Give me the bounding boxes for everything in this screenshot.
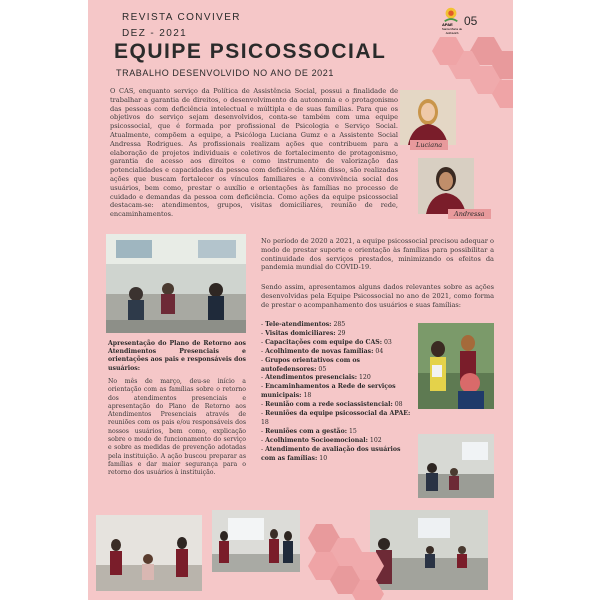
issue-date: DEZ - 2021	[122, 28, 188, 39]
stat-item: - Atendimentos presenciais: 120	[261, 374, 371, 382]
pandemic-paragraph: No período de 2020 a 2021, a equipe psicossocial precisou adequar o modo de prestar suporte e orientação às famílias para possibilitar a continuidade dos serviços prestados, minimizando os efeitos da pandemia mundial do COVID-19.	[261, 237, 494, 272]
page-number: 05	[464, 14, 478, 28]
stat-item: - Grupos orientativos com os autofedensores: 05	[261, 356, 361, 373]
photo-staff-presentation	[212, 510, 300, 572]
caption-andressa: Andressa	[448, 209, 491, 219]
photo-meeting-classroom	[106, 234, 246, 333]
stat-item: - Atendimento de avaliação dos usuários com as famílias: 10	[261, 445, 401, 462]
photo-presentation-room	[418, 434, 494, 498]
stat-item: - Reuniões com a gestão: 15	[261, 427, 357, 435]
photo-andressa	[418, 158, 474, 214]
magazine-name: REVISTA CONVIVER	[122, 12, 241, 23]
intro-paragraph: O CAS, enquanto serviço da Política de Assistência Social, possui a finalidade de trabalhar a garantia de direitos, o desenvolvimento da autonomia e o protagonismo das pessoas com deficiência intelectual e múltipla e de suas famílias. Para que os objetivos do serviço sejam desenvolvidos, conta-se também com uma equipe psicossocial, que é formada por profissional de Psicologia e Serviço Social. Atualmente, compõem a equipe, a Psicóloga Luciana Gumz e a Assistente Social Andressa Rodrigues. As profissionais realizam ações que contribuem para a elaboração de projetos individuais e coletivos de fortalecimento de protagonismo, garantia de acesso aos direitos e como instrumento de valorização das potencialidades e capacidades da pessoa com deficiência. Além disso, são realizadas ações que buscam fortalecer os vínculos familiares e a convivência social dos usuários, bem como, prestar o auxílio e orientações às famílias no processo de cuidado e demandas da pessoa com deficiência. Como ações da equipe psicossocial destacam-se: atendimentos, grupos, visitas domiciliares, reunião de rede, encaminhamentos.	[110, 87, 398, 219]
caption-luciana: Luciana	[410, 140, 448, 150]
stat-item: - Visitas domiciliares: 29	[261, 329, 346, 337]
magazine-page	[88, 0, 513, 600]
photo-outdoor-staff	[418, 323, 494, 409]
stat-item: - Acolhimento de novas famílias: 04	[261, 347, 384, 355]
data-intro-paragraph: Sendo assim, apresentamos alguns dados relevantes sobre as ações desenvolvidas pela Equipe Psicossocial no ano de 2021, como forma de prestar o acompanhamento dos usuários e suas famílias:	[261, 283, 494, 309]
stat-item: - Tele-atendimentos: 285	[261, 321, 346, 328]
logo-subtext: Santa Maria de Jetibá-ES	[441, 27, 463, 35]
return-plan-heading: Apresentação do Plano de Retorno aos Atendimentos Presenciais e orientações aos pais e responsáveis dos usuários:	[108, 340, 246, 372]
stat-item: - Reunião com a rede sociassistencial: 08	[261, 401, 403, 409]
photo-luciana	[400, 90, 456, 145]
photo-staff-with-children	[96, 515, 202, 591]
logo-name: APAE	[442, 22, 453, 27]
stat-item: - Encaminhamentos a Rede de serviços municipais: 18	[261, 383, 396, 400]
stats-list	[261, 321, 411, 464]
photo-group-meeting	[370, 510, 488, 590]
stat-item: - Reuniões da equipe psicossocial da APAE: 18	[261, 410, 411, 426]
return-plan-paragraph: No mês de março, deu-se início a orientação com as famílias sobre o retorno dos atendimentos presenciais e apresentação do Plano de Retorno aos Atendimentos Presenciais através de reuniões com os pais e/ou responsáveis dos nossos usuários, bem como, explicação sobre o modo de funcionamento do serviço e sobre as medidas de prevenção adotadas pela instituição. A ação buscou preparar as famílias e dar maior segurança para o retorno dos usuários à instituição.	[108, 378, 246, 477]
stat-item: - Capacitações com equipe do CAS: 03	[261, 338, 392, 346]
page-title: EQUIPE PSICOSSOCIAL	[114, 40, 387, 63]
stat-item: - Acolhimento Socioemocional: 102	[261, 436, 382, 444]
page-subtitle: TRABALHO DESENVOLVIDO NO ANO DE 2021	[116, 68, 334, 78]
